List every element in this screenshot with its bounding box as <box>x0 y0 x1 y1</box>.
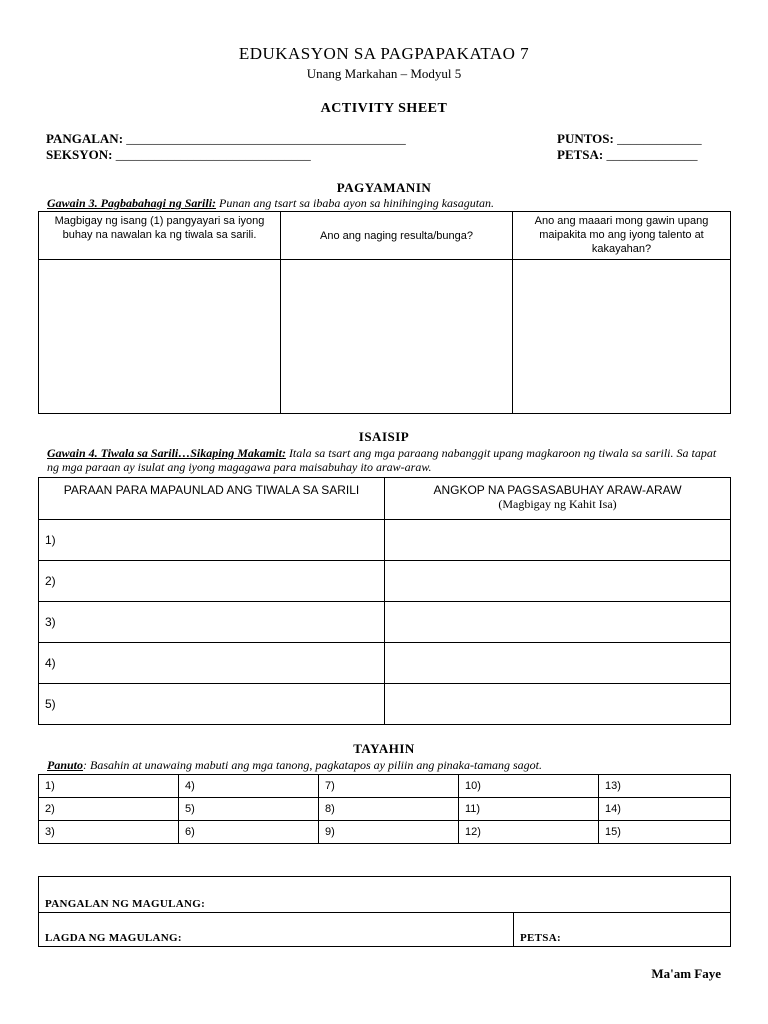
answer-cell[interactable]: 13) <box>599 775 731 798</box>
tayahin-heading: TAYAHIN <box>353 741 415 756</box>
gawain4-table <box>38 477 731 725</box>
answer-cell[interactable]: 8) <box>319 798 459 821</box>
gawain3-text: Punan ang tsart sa ibaba ayon sa hinihinging kasagutan. <box>216 196 495 210</box>
seksyon-field[interactable] <box>46 147 311 163</box>
gawain4-instruction <box>47 446 727 474</box>
answer-cell[interactable]: 5) <box>179 798 319 821</box>
answer-cell[interactable]: 3) <box>39 821 179 844</box>
gawain4-row-4-label[interactable]: 4) <box>39 643 385 684</box>
gawain3-table <box>38 211 731 414</box>
petsa-label: PETSA: <box>557 147 604 162</box>
gawain4-text: Itala sa tsart ang mga paraang nabanggit upang magkaroon ng tiwala sa sarili. Sa tapat ng mga paraan ay isulat ang iyong magagawa para maisabuhay ito araw-araw. <box>47 446 717 474</box>
pagyamanin-heading: PAGYAMANIN <box>336 180 432 195</box>
parent-name-field[interactable]: PANGALAN NG MAGULANG: <box>39 877 731 913</box>
teacher-signature: Ma'am Faye <box>651 966 721 981</box>
answer-cell[interactable]: 7) <box>319 775 459 798</box>
answer-cell[interactable]: 11) <box>459 798 599 821</box>
document-title: EDUKASYON SA PAGPAPAKATAO 7 <box>238 44 530 63</box>
gawain4-row-1-answer[interactable] <box>385 520 731 561</box>
gawain4-row-3-answer[interactable] <box>385 602 731 643</box>
parent-signature-field[interactable]: LAGDA NG MAGULANG: <box>39 913 514 947</box>
gawain4-col-2-header <box>385 478 731 520</box>
gawain3-col-1-header: Magbigay ng isang (1) pangyayari sa iyong buhay na nawalan ka ng tiwala sa sarili. <box>39 212 281 260</box>
seksyon-line: ______________________________ <box>115 147 311 162</box>
gawain4-row-2-answer[interactable] <box>385 561 731 602</box>
puntos-line: _____________ <box>617 131 702 146</box>
isaisip-heading: ISAISIP <box>358 429 410 444</box>
gawain4-row-4-answer[interactable] <box>385 643 731 684</box>
answer-cell[interactable]: 2) <box>39 798 179 821</box>
puntos-label: PUNTOS: <box>557 131 614 146</box>
answer-cell[interactable]: 10) <box>459 775 599 798</box>
answer-cell[interactable]: 12) <box>459 821 599 844</box>
parent-date-field[interactable]: PETSA: <box>514 913 731 947</box>
gawain4-label: Gawain 4. Tiwala sa Sarili…Sikaping Makamit: <box>47 446 286 460</box>
seksyon-label: SEKSYON: <box>46 147 113 162</box>
panuto-label: Panuto <box>47 758 84 772</box>
answer-cell[interactable]: 1) <box>39 775 179 798</box>
gawain3-answer-cell-2[interactable] <box>281 260 513 414</box>
activity-sheet-heading: ACTIVITY SHEET <box>320 101 448 116</box>
gawain4-row-1-label[interactable]: 1) <box>39 520 385 561</box>
gawain4-row-5-answer[interactable] <box>385 684 731 725</box>
tayahin-answer-grid <box>38 774 731 844</box>
gawain4-col-2-subtitle: (Magbigay ng Kahit Isa) <box>498 497 617 511</box>
petsa-line: ______________ <box>606 147 698 162</box>
gawain3-answer-cell-3[interactable] <box>513 260 731 414</box>
tayahin-instruction <box>47 758 727 772</box>
gawain4-row-2-label[interactable]: 2) <box>39 561 385 602</box>
panuto-text: : Basahin at unawaing mabuti ang mga tanong, pagkatapos ay piliin ang pinaka-tamang sagot. <box>83 758 543 772</box>
answer-cell[interactable]: 14) <box>599 798 731 821</box>
pangalan-label: PANGALAN: <box>46 131 124 146</box>
gawain4-col-2-title: ANGKOP NA PAGSASABUHAY ARAW-ARAW <box>433 483 682 497</box>
pangalan-field[interactable] <box>46 131 406 147</box>
document-subtitle: Unang Markahan – Modyul 5 <box>306 66 462 81</box>
gawain4-col-1-header: PARAAN PARA MAPAUNLAD ANG TIWALA SA SARILI <box>39 478 385 520</box>
answer-cell[interactable]: 6) <box>179 821 319 844</box>
gawain3-instruction <box>47 196 727 210</box>
answer-cell[interactable]: 9) <box>319 821 459 844</box>
gawain4-row-5-label[interactable]: 5) <box>39 684 385 725</box>
gawain3-col-3-header: Ano ang maaari mong gawin upang maipakita mo ang iyong talento at kakayahan? <box>513 212 731 260</box>
gawain3-answer-cell-1[interactable] <box>39 260 281 414</box>
pangalan-line: ___________________________________________ <box>126 131 406 146</box>
puntos-field[interactable] <box>557 131 702 147</box>
answer-cell[interactable]: 4) <box>179 775 319 798</box>
answer-cell[interactable]: 15) <box>599 821 731 844</box>
gawain4-row-3-label[interactable]: 3) <box>39 602 385 643</box>
gawain3-col-2-header: Ano ang naging resulta/bunga? <box>281 212 513 260</box>
petsa-field[interactable] <box>557 147 697 163</box>
gawain3-label: Gawain 3. Pagbabahagi ng Sarili: <box>47 196 217 210</box>
parent-signature-box <box>38 876 731 947</box>
